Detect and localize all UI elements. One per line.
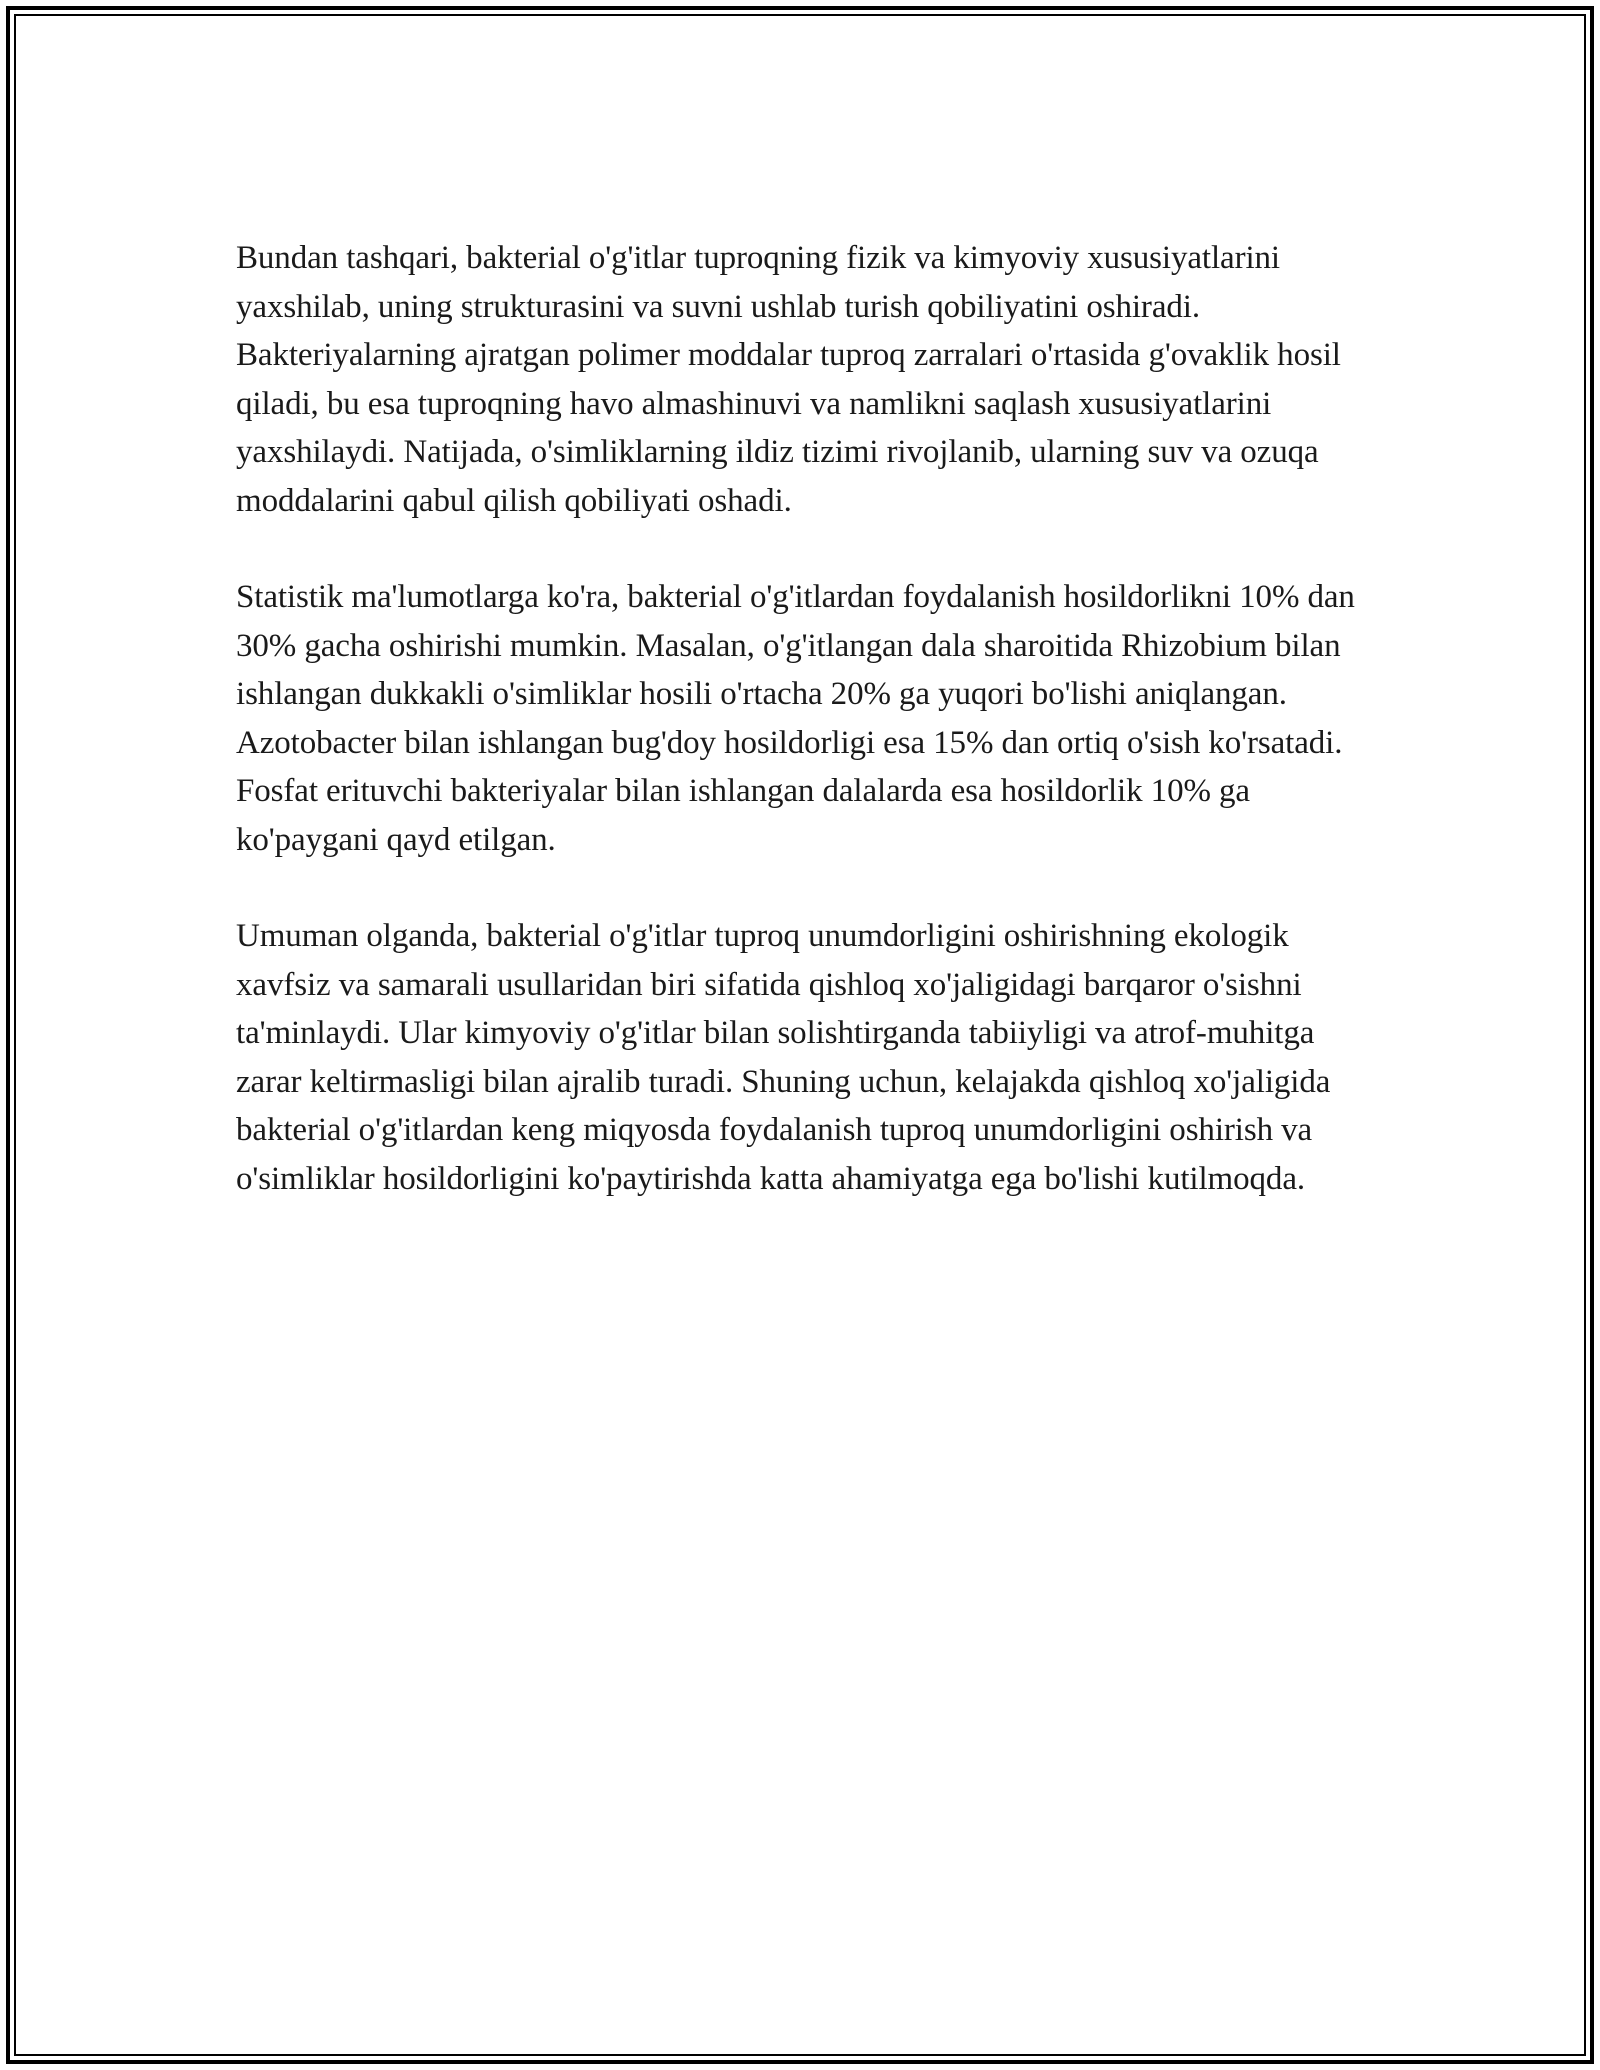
paragraph-conclusion: Umuman olganda, bakterial o'g'itlar tuproq unumdorligini oshirishning ekologik xavfsiz va samarali usullaridan biri sifatida qishloq xo'jaligidagi barqaror o'sishni ta'minlaydi. Ular kimyoviy o'g'itlar bilan solishtirganda tabiiyligi va atrof-muhitga zarar keltirmasligi bilan ajralib turadi. Shuning uchun, kelajakda qishloq xo'jaligida bakterial o'g'itlardan keng miqyosda foydalanish tuproq unumdorligini oshirish va o'simliklar hosildorligini ko'paytirishda katta ahamiyatga ega bo'lishi kutilmoqda.	[236, 918, 1331, 1197]
document-body	[236, 234, 1366, 1251]
paragraph-soil-properties: Bundan tashqari, bakterial o'g'itlar tuproqning fizik va kimyoviy xususiyatlarini yaxshilab, uning strukturasini va suvni ushlab turish qobiliyatini oshiradi. Bakteriyalarning ajratgan polimer moddalar tuproq zarralari o'rtasida g'ovaklik hosil qiladi, bu esa tuproqning havo almashinuvi va namlikni saqlash xususiyatlarini yaxshilaydi. Natijada, o'simliklarning ildiz tizimi rivojlanib, ularning suv va ozuqa moddalarini qabul qilish qobiliyati oshadi.	[236, 240, 1341, 519]
paragraph-statistics: Statistik ma'lumotlarga ko'ra, bakterial o'g'itlardan foydalanish hosildorlikni 10% dan 30% gacha oshirishi mumkin. Masalan, o'g'itlangan dala sharoitida Rhizobium bilan ishlangan dukkakli o'simliklar hosili o'rtacha 20% ga yuqori bo'lishi aniqlangan. Azotobacter bilan ishlangan bug'doy hosildorligi esa 15% dan ortiq o'sish ko'rsatadi. Fosfat erituvchi bakteriyalar bilan ishlangan dalalarda esa hosildorlik 10% ga ko'paygani qayd etilgan.	[236, 579, 1355, 858]
